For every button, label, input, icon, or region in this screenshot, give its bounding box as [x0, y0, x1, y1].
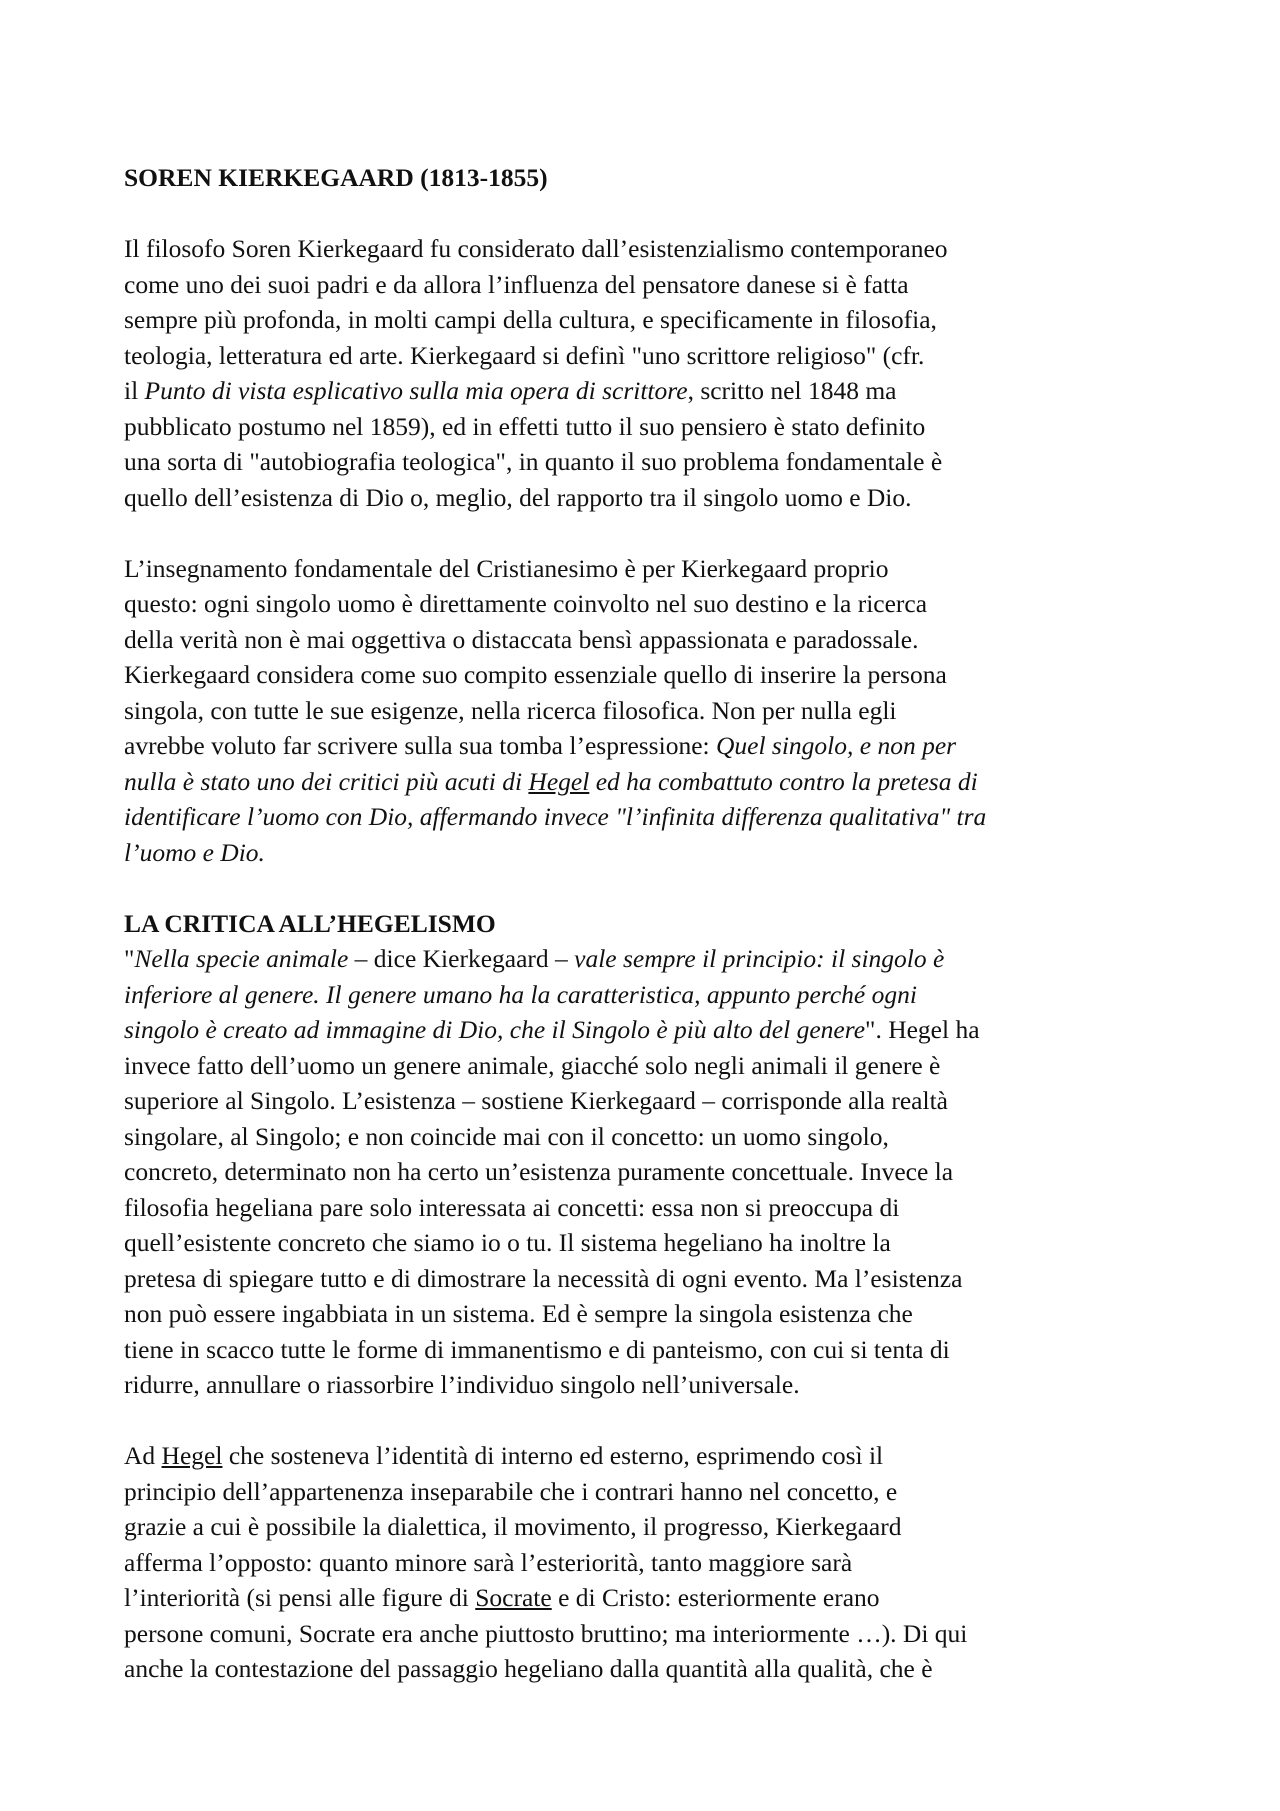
- paragraph-spacer: [124, 1403, 1180, 1439]
- text-segment: avrebbe voluto far scrivere sulla sua tomba l’espressione:: [124, 731, 716, 760]
- paragraph-intro: [124, 231, 1180, 515]
- document-title: SOREN KIERKEGAARD (1813-1855): [124, 163, 548, 192]
- text-segment: Ad: [124, 1441, 162, 1470]
- text-line: persone comuni, Socrate era anche piuttosto bruttino; ma interiormente …). Di qui: [124, 1618, 968, 1648]
- text-segment: e di Cristo: esteriormente erano: [551, 1583, 880, 1612]
- text-line: principio dell’appartenenza inseparabile che i contrari hanno nel concetto, e: [124, 1476, 898, 1506]
- text-line: [124, 728, 1180, 764]
- paragraph-spacer: [124, 196, 1180, 232]
- text-line: grazie a cui è possibile la dialettica, il movimento, il progresso, Kierkegaard: [124, 1512, 902, 1541]
- text-line: Il filosofo Soren Kierkegaard fu considerato dall’esistenzialismo contemporaneo: [124, 234, 948, 263]
- text-line: [124, 1580, 1180, 1616]
- text-line: come uno dei suoi padri e da allora l’influenza del pensatore danese si è fatta: [124, 269, 909, 299]
- text-line: [124, 764, 1180, 800]
- text-line: pretesa di spiegare tutto e di dimostrare la necessità di ogni evento. Ma l’esistenza: [124, 1263, 963, 1293]
- text-segment: – dice Kierkegaard –: [348, 944, 575, 973]
- text-line: L’insegnamento fondamentale del Cristianesimo è per Kierkegaard proprio: [124, 553, 889, 583]
- text-line: sempre più profonda, in molti campi della cultura, e specificamente in filosofia,: [124, 305, 937, 334]
- paragraph-spacer: [124, 870, 1180, 906]
- text-line: non può essere ingabbiata in un sistema. Ed è sempre la singola esistenza che: [124, 1299, 913, 1328]
- text-segment: l’interiorità (si pensi alle figure di: [124, 1583, 476, 1612]
- paragraph-christianity: [124, 551, 1180, 871]
- socrate-link[interactable]: Socrate: [475, 1583, 552, 1612]
- text-line: quell’esistente concreto che siamo io o tu. Il sistema hegeliano ha inoltre la: [124, 1228, 891, 1257]
- italic-segment: Nella specie animale: [134, 944, 349, 973]
- text-line: [124, 941, 1180, 977]
- text-line: quello dell’esistenza di Dio o, meglio, del rapporto tra il singolo uomo e Dio.: [124, 482, 912, 512]
- text-line: anche la contestazione del passaggio hegeliano dalla quantità alla qualità, che è: [124, 1654, 933, 1683]
- text-line: singola, con tutte le sue esigenze, nella ricerca filosofica. Non per nulla egli: [124, 695, 897, 725]
- text-segment: il: [124, 376, 145, 405]
- text-segment: , scritto nel 1848 ma: [687, 376, 897, 405]
- text-line: tiene in scacco tutte le forme di immanentismo e di panteismo, con cui si tenta di: [124, 1334, 950, 1364]
- text-line: [124, 1012, 1180, 1048]
- text-segment: ". Hegel ha: [865, 1015, 980, 1044]
- italic-segment: Quel singolo, e non per: [715, 731, 957, 760]
- text-line: [124, 977, 1180, 1013]
- section-heading: LA CRITICA ALL’HEGELISMO: [124, 908, 496, 938]
- text-line: filosofia hegeliana pare solo interessata ai concetti: essa non si preoccupa di: [124, 1192, 900, 1222]
- text-line: superiore al Singolo. L’esistenza – sostiene Kierkegaard – corrisponde alla realtà: [124, 1086, 948, 1115]
- text-line: afferma l’opposto: quanto minore sarà l’esteriorità, tanto maggiore sarà: [124, 1547, 853, 1577]
- text-segment: che sosteneva l’identità di interno ed esterno, esprimendo così il: [222, 1441, 884, 1470]
- text-line: pubblicato postumo nel 1859), ed in effetti tutto il suo pensiero è stato definito: [124, 411, 926, 441]
- text-line: Kierkegaard considera come suo compito essenziale quello di inserire la persona: [124, 660, 947, 689]
- text-line: [124, 835, 1180, 871]
- text-line: [124, 799, 1180, 835]
- text-line: [124, 373, 1180, 409]
- text-line: della verità non è mai oggettiva o distaccata bensì appassionata e paradossale.: [124, 624, 919, 654]
- text-segment: ": [124, 944, 135, 973]
- text-line: [124, 1438, 1180, 1474]
- hegel-link[interactable]: Hegel: [528, 766, 590, 796]
- book-title-italic: Punto di vista esplicativo sulla mia opera di scrittore: [144, 376, 688, 405]
- italic-segment: nulla è stato uno dei critici più acuti di: [124, 766, 529, 796]
- hegel-link[interactable]: Hegel: [161, 1441, 223, 1470]
- italic-segment: identificare l’uomo con Dio, affermando invece "l’infinita differenza qualitativa" tra: [124, 802, 987, 831]
- italic-segment: inferiore al genere. Il genere umano ha la caratteristica, appunto perché ogni: [124, 979, 917, 1009]
- italic-segment: singolo è creato ad immagine di Dio, che il Singolo è più alto del genere: [124, 1015, 866, 1044]
- paragraph-critique: [124, 941, 1180, 1403]
- text-line: invece fatto dell’uomo un genere animale, giacché solo negli animali il genere è: [124, 1050, 941, 1080]
- text-line: singolare, al Singolo; e non coincide mai con il concetto: un uomo singolo,: [124, 1121, 889, 1151]
- paragraph-spacer: [124, 515, 1180, 551]
- italic-segment: l’uomo e Dio.: [124, 837, 265, 867]
- italic-segment: ed ha combattuto contro la pretesa di: [589, 766, 978, 796]
- text-line: concreto, determinato non ha certo un’esistenza puramente concettuale. Invece la: [124, 1157, 954, 1186]
- text-line: ridurre, annullare o riassorbire l’individuo singolo nell’universale.: [124, 1370, 800, 1399]
- paragraph-interiority: [124, 1438, 1180, 1687]
- text-line: una sorta di "autobiografia teologica", in quanto il suo problema fondamentale è: [124, 447, 943, 476]
- text-line: teologia, letteratura ed arte. Kierkegaard si definì "uno scrittore religioso" (cfr.: [124, 340, 925, 370]
- italic-segment: vale sempre il principio: il singolo è: [574, 944, 945, 973]
- text-line: questo: ogni singolo uomo è direttamente coinvolto nel suo destino e la ricerca: [124, 589, 928, 618]
